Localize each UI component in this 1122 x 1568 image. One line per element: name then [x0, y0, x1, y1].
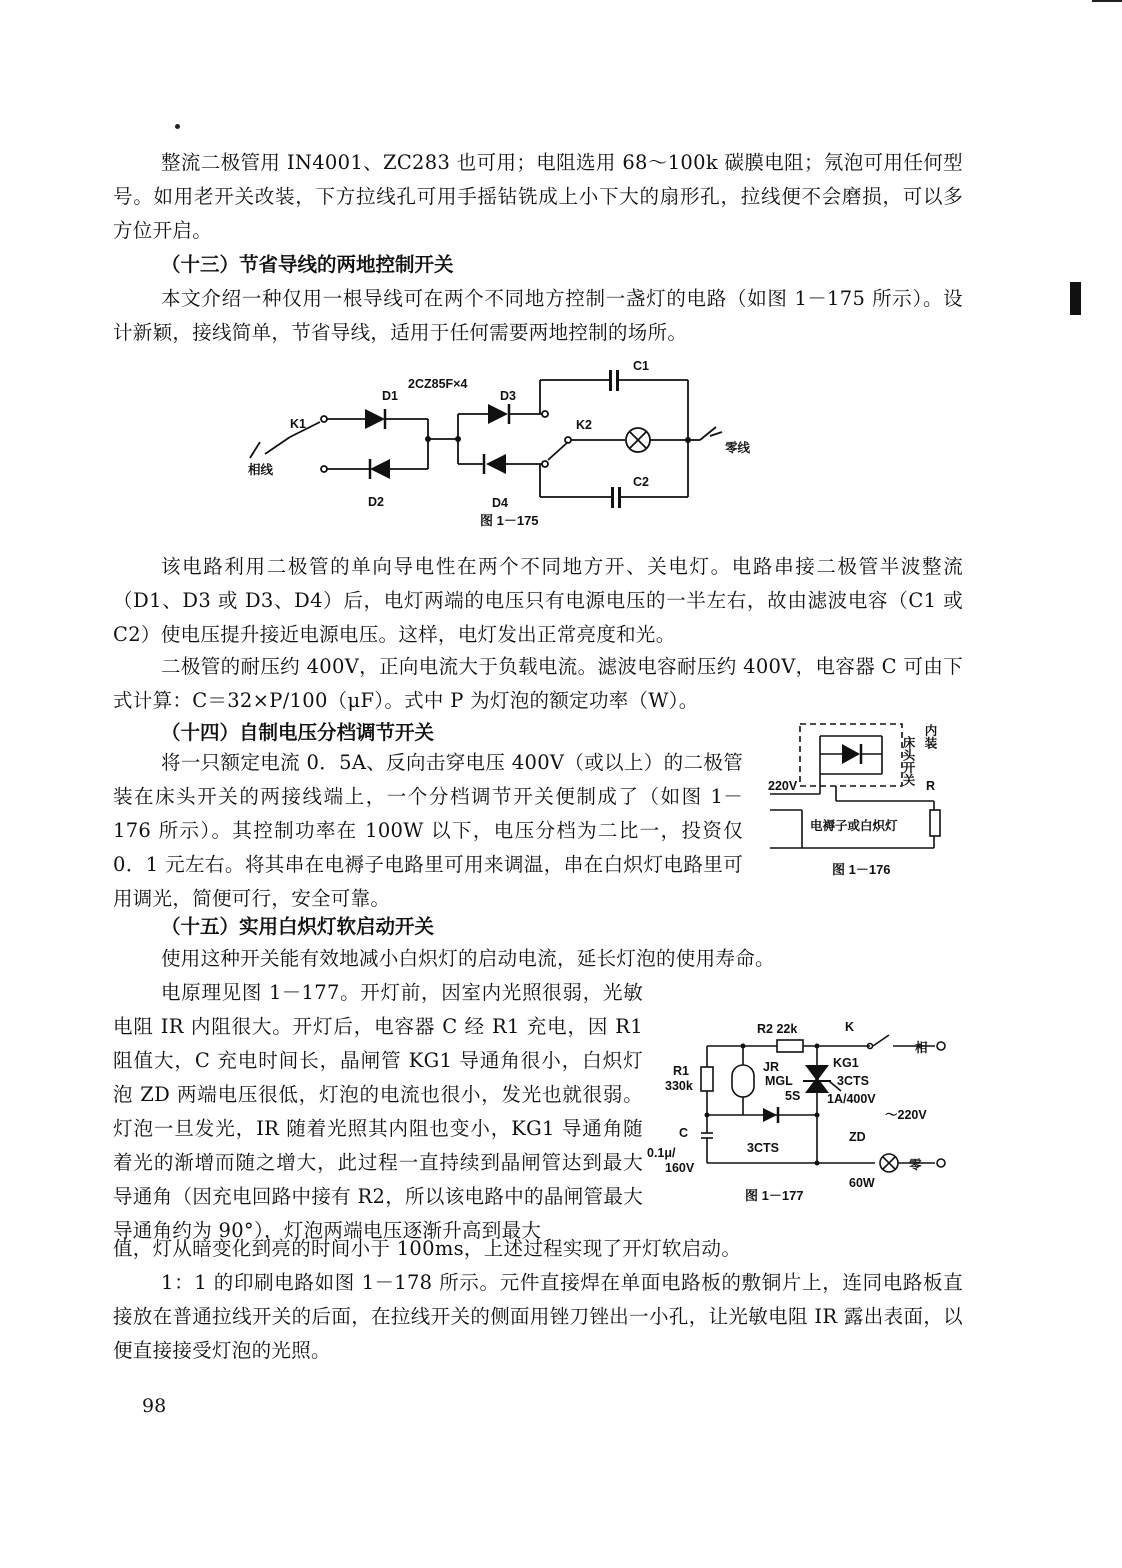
fig176-caption: 图 1－176: [832, 862, 891, 877]
fig177-label-3cts-bottom: 3CTS: [747, 1141, 779, 1155]
fig177-label-jr: JR: [763, 1060, 779, 1074]
fig177-label-phase: 相: [915, 1041, 928, 1055]
fig177-caption: 图 1－177: [745, 1188, 804, 1203]
binding-edge-mark: [1070, 282, 1081, 315]
fig175-label-neutral: 零线: [725, 441, 751, 455]
fig176-load-label: 电褥子或白炽灯: [810, 819, 898, 833]
fig177-c-value-1: 0.1μ/: [647, 1146, 676, 1160]
fig175-label-c2: C2: [633, 475, 649, 489]
figure-1-177: [645, 1015, 965, 1215]
fig177-r1-value: 330k: [665, 1079, 693, 1093]
fig176-label-switch: 床头开关: [901, 736, 915, 786]
fig177-label-kg-spec: 1A/400V: [827, 1092, 876, 1106]
scan-speck: [175, 124, 180, 129]
fig177-label-zd: ZD: [849, 1130, 866, 1144]
paragraph-1: 整流二极管用 IN4001、ZC283 也可用；电阻选用 68～100k 碳膜电阻；氖泡可用任何型号。如用老开关改装，下方拉线孔可用手摇钻铣成上小下大的扇形孔，拉线便不会磨损，可以多方位开启。: [113, 151, 963, 242]
section-heading-15: （十五）实用白炽灯软启动开关: [161, 915, 435, 938]
fig177-label-neutral: 零: [909, 1158, 922, 1172]
figure-1-175: [230, 352, 790, 532]
paragraph-3: 该电路利用二极管的单向导电性在两个不同地方开、关电灯。电路串接二极管半波整流（D1、D3 或 D3、D4）后，电灯两端的电压只有电源电压的一半左右，故由滤波电容（C1 或 C2）使电压提升接近电源电压。这样，电灯发出正常亮度和光。: [113, 555, 963, 646]
fig177-label-c: C: [679, 1126, 689, 1140]
fig175-label-d1: D1: [382, 389, 398, 403]
paragraph-7a: 电原理见图 1－177。开灯前，因室内光照很弱，光敏电阻 IR 内阻很大。开灯后，电容器 C 经 R1 充电，因 R1 阻值大，C 充电时间长，晶闸管 KG1 导通角很小，白炽灯泡 ZD 两端电压很低，灯泡的电流也很小，发光也就很弱。灯泡一旦发光，IR 随着光照其内阻也变小，KG1 导通角随着光的渐增而随之增大，此过程一直持续到晶闸管达到最大导通角（因充电回路中接有 R2，所以该电路中的晶闸管最大导通角约为 90°），灯泡两端电压逐渐升高到最大: [113, 981, 643, 1242]
fig175-diode-note: 2CZ85F×4: [408, 377, 468, 391]
fig177-label-ac: ～220V: [885, 1108, 927, 1122]
paragraph-6: 使用这种开关能有效地减小白炽灯的启动电流，延长灯泡的使用寿命。: [161, 947, 775, 970]
fig175-label-d3: D3: [500, 389, 516, 403]
fig175-label-d2: D2: [368, 495, 384, 509]
fig177-label-r1: R1: [673, 1064, 689, 1078]
fig176-label-r: R: [926, 779, 936, 793]
fig176-label-inside: 内装: [923, 724, 937, 749]
figure-1-176: [762, 716, 962, 886]
fig177-label-mgl: MGL: [765, 1074, 793, 1088]
fig177-label-k: K: [845, 1020, 855, 1034]
paragraph-2: 本文介绍一种仅用一根导线可在两个不同地方控制一盏灯的电路（如图 1－175 所示）。设计新颖，接线简单，节省导线，适用于任何需要两地控制的场所。: [113, 287, 963, 344]
section-heading-14: （十四）自制电压分档调节开关: [161, 721, 435, 744]
fig177-label-60w: 60W: [849, 1176, 875, 1190]
fig177-c-value-2: 160V: [665, 1161, 695, 1175]
paragraph-5: 将一只额定电流 0．5A、反向击穿电压 400V（或以上）的二极管装在床头开关的两接线端上，一个分档调节开关便制成了（如图 1－176 所示）。其控制功率在 100W 以下，电压分档为二比一，投资仅 0．1 元左右。将其串在电褥子电路里可用来调温，串在白炽灯电路里可用调光，简便可行，安全可靠。: [113, 751, 743, 910]
fig177-label-kg1: KG1: [833, 1056, 859, 1070]
fig175-label-d4: D4: [492, 496, 508, 510]
paragraph-4: 二极管的耐压约 400V，正向电流大于负载电流。滤波电容耐压约 400V，电容器 C 可由下式计算：C＝32×P/100（μF）。式中 P 为灯泡的额定功率（W）。: [113, 655, 963, 712]
paragraph-7b: 值，灯从暗变化到亮的时间小于 100ms，上述过程实现了开灯软启动。: [113, 1237, 742, 1260]
fig175-label-k2: K2: [576, 418, 592, 432]
top-edge-line: [1092, 0, 1122, 2]
fig175-label-k1: K1: [290, 417, 306, 431]
fig175-caption: 图 1－175: [480, 513, 539, 528]
fig177-label-3cts-top: 3CTS: [837, 1074, 869, 1088]
section-heading-13: （十三）节省导线的两地控制开关: [161, 253, 454, 276]
fig175-label-c1: C1: [633, 359, 649, 373]
fig177-label-r2: R2 22k: [757, 1022, 798, 1036]
fig176-voltage-label: 220V: [768, 779, 798, 793]
paragraph-8: 1：1 的印刷电路如图 1－178 所示。元件直接焊在单面电路板的敷铜片上，连同电路板直接放在普通拉线开关的后面，在拉线开关的侧面用锉刀锉出一小孔，让光敏电阻 IR 露出表面，以便直接接受灯泡的光照。: [113, 1271, 963, 1362]
fig175-label-phase: 相线: [248, 463, 274, 477]
fig177-label-5s: 5S: [785, 1089, 801, 1103]
page-number: 98: [142, 1395, 167, 1417]
